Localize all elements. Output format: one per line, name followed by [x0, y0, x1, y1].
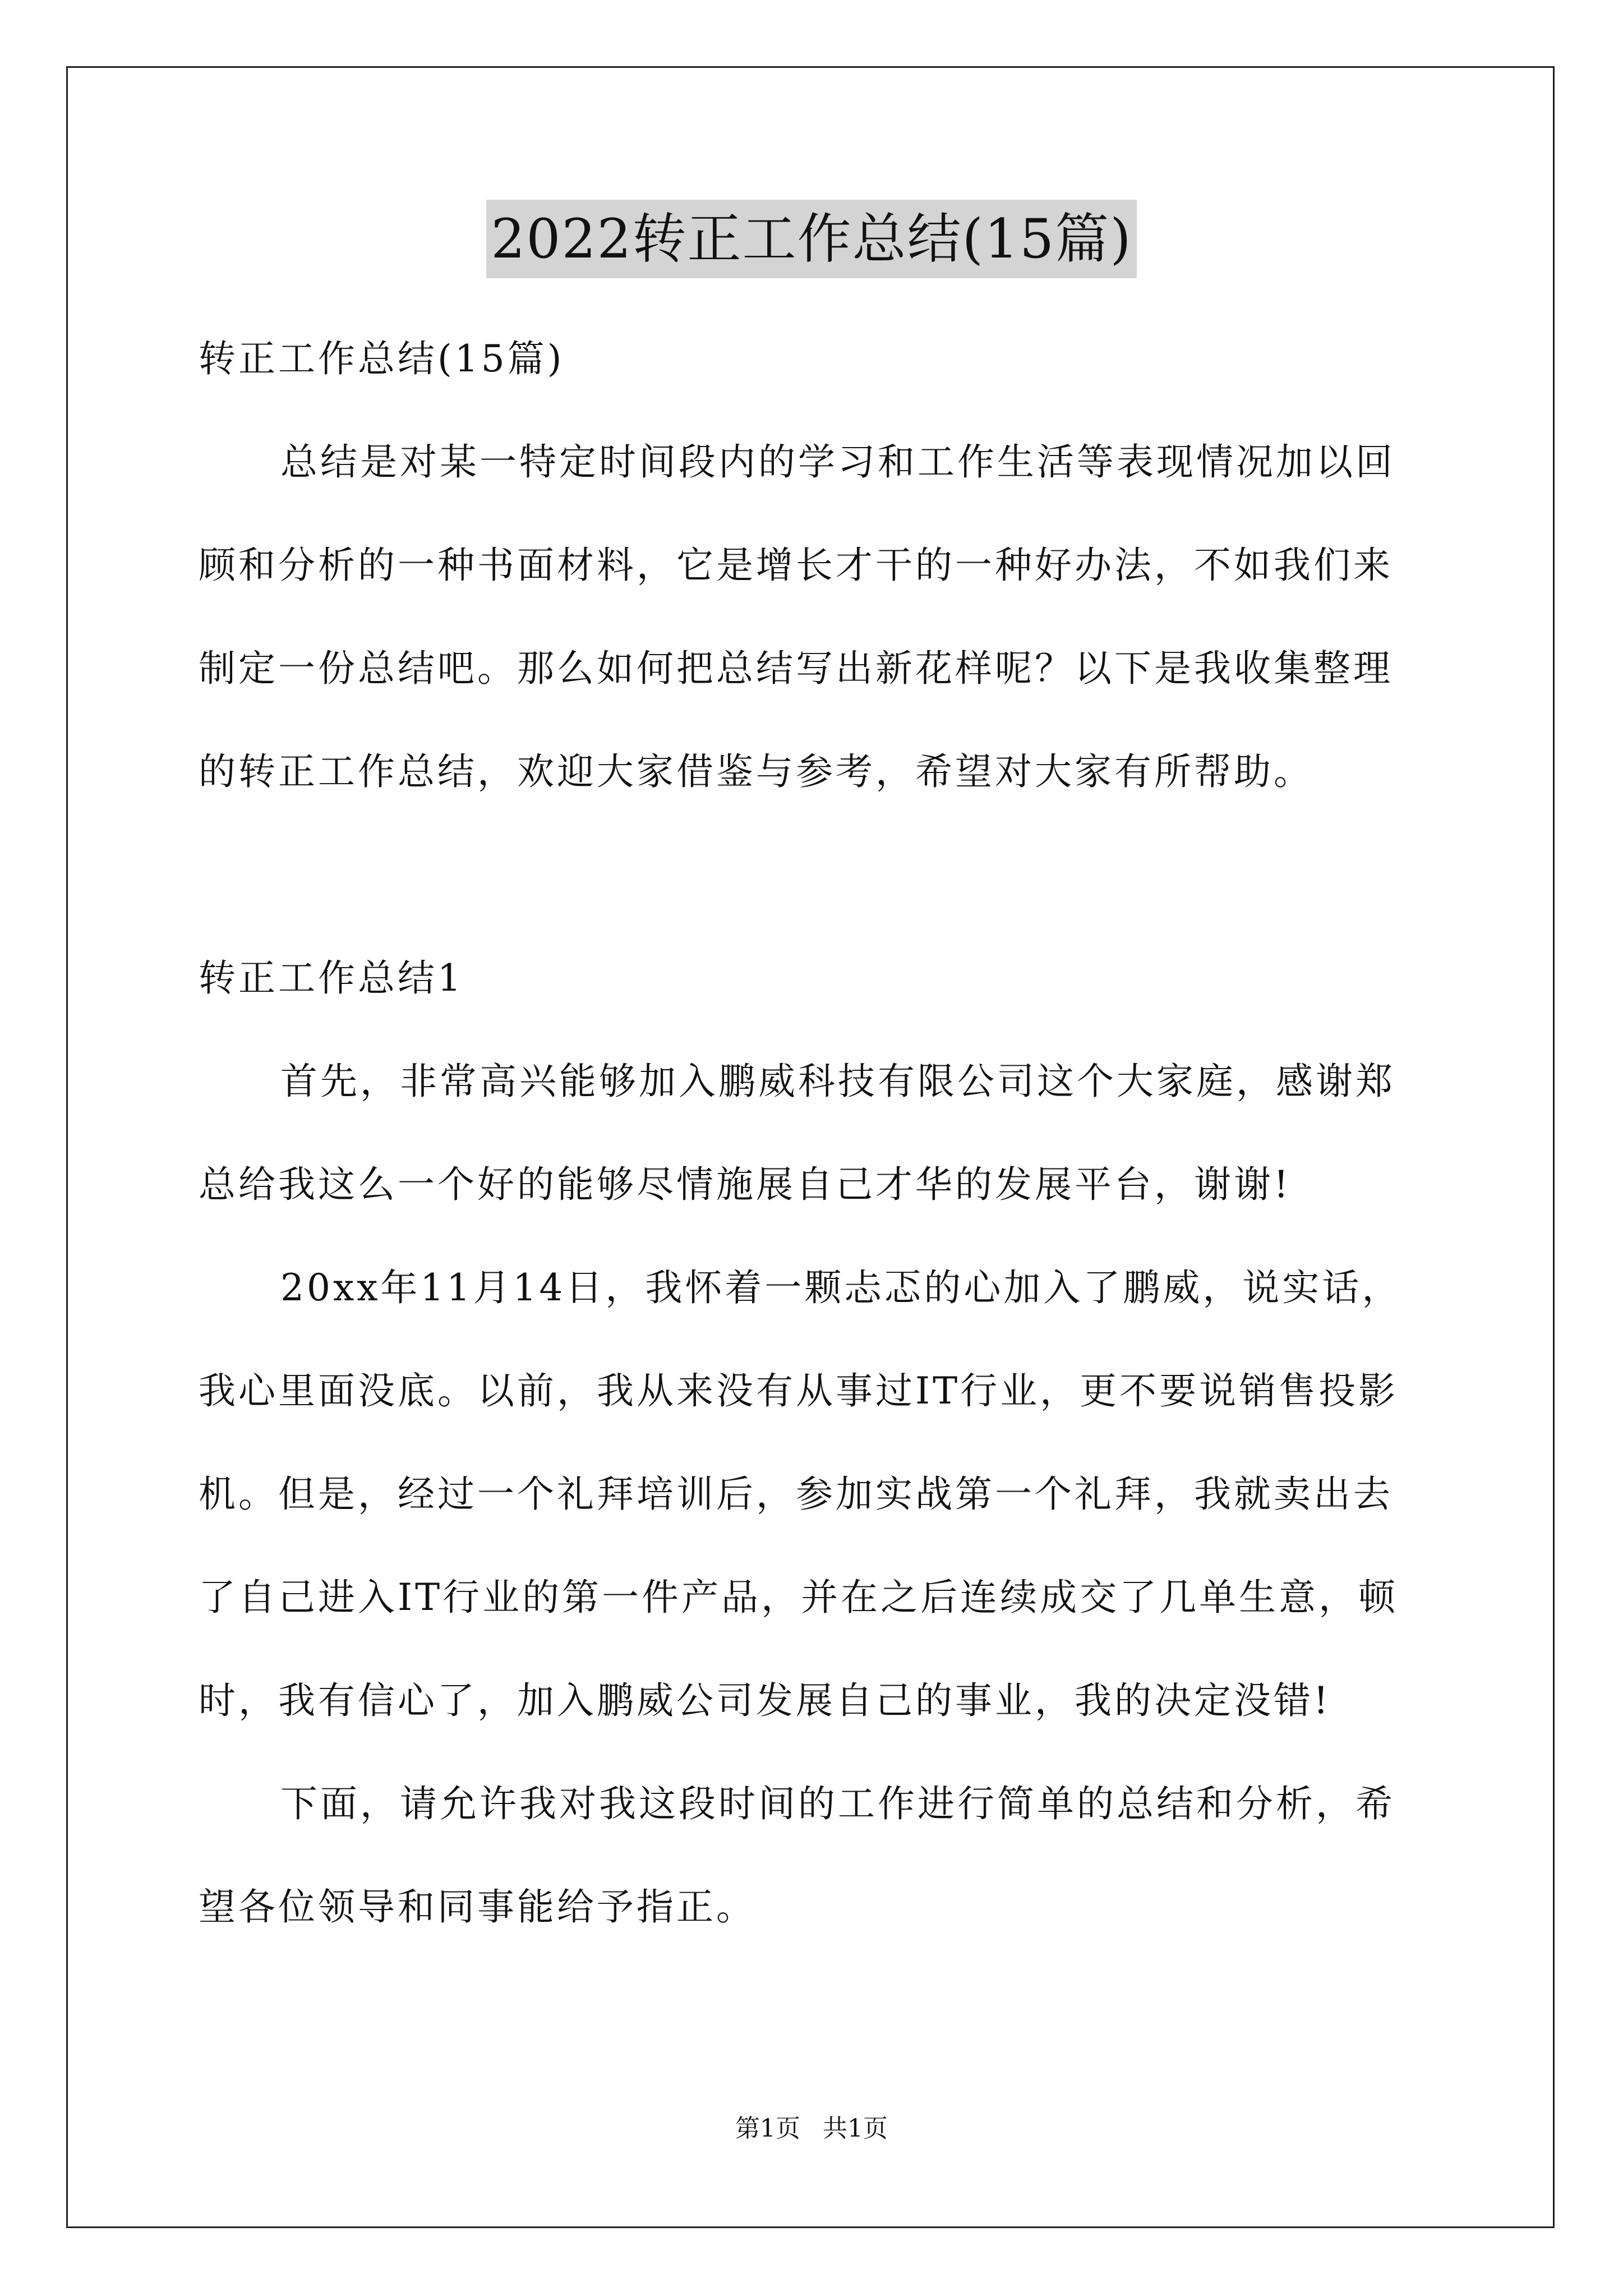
intro-line: 的转正工作总结，欢迎大家借鉴与参考，希望对大家有所帮助。 — [199, 750, 1313, 793]
paragraph-line: 时，我有信心了，加入鹏威公司发展自己的事业，我的决定没错! — [199, 1679, 1331, 1722]
intro-line: 制定一份总结吧。那么如何把总结写出新花样呢？以下是我收集整理 — [199, 647, 1393, 690]
subtitle: 转正工作总结(15篇) — [199, 337, 565, 380]
page-total: 共1页 — [823, 2114, 888, 2143]
paragraph-line: 下面，请允许我对我这段时间的工作进行简单的总结和分析，希 — [280, 1782, 1395, 1825]
paragraph-line: 20xx年11月14日，我怀着一颗忐忑的心加入了鹏威，说实话， — [280, 1266, 1402, 1309]
paragraph-line: 了自己进入IT行业的第一件产品，并在之后连续成交了几单生意，顿 — [199, 1576, 1399, 1619]
intro-line: 总结是对某一特定时间段内的学习和工作生活等表现情况加以回 — [280, 440, 1395, 484]
page-footer — [0, 2112, 1623, 2146]
spacer — [199, 823, 1432, 927]
paragraph-line: 望各位领导和同事能给予指正。 — [199, 1885, 756, 1929]
paragraph-line: 机。但是，经过一个礼拜培训后，参加实战第一个礼拜，我就卖出去 — [199, 1473, 1393, 1516]
section-heading: 转正工作总结1 — [199, 956, 464, 1000]
page-number: 第1页 — [735, 2114, 800, 2143]
intro-line: 顾和分析的一种书面材料，它是增长才干的一种好办法，不如我们来 — [199, 544, 1393, 587]
paragraph-line: 总给我这么一个好的能够尽情施展自己才华的发展平台，谢谢! — [199, 1163, 1292, 1206]
paragraph-line: 首先，非常高兴能够加入鹏威科技有限公司这个大家庭，感谢郑 — [280, 1060, 1395, 1103]
title-container — [0, 200, 1623, 278]
document-body — [199, 307, 1432, 1959]
document-title: 2022转正工作总结(15篇) — [486, 200, 1136, 278]
paragraph-line: 我心里面没底。以前，我从来没有从事过IT行业，更不要说销售投影 — [199, 1369, 1399, 1412]
